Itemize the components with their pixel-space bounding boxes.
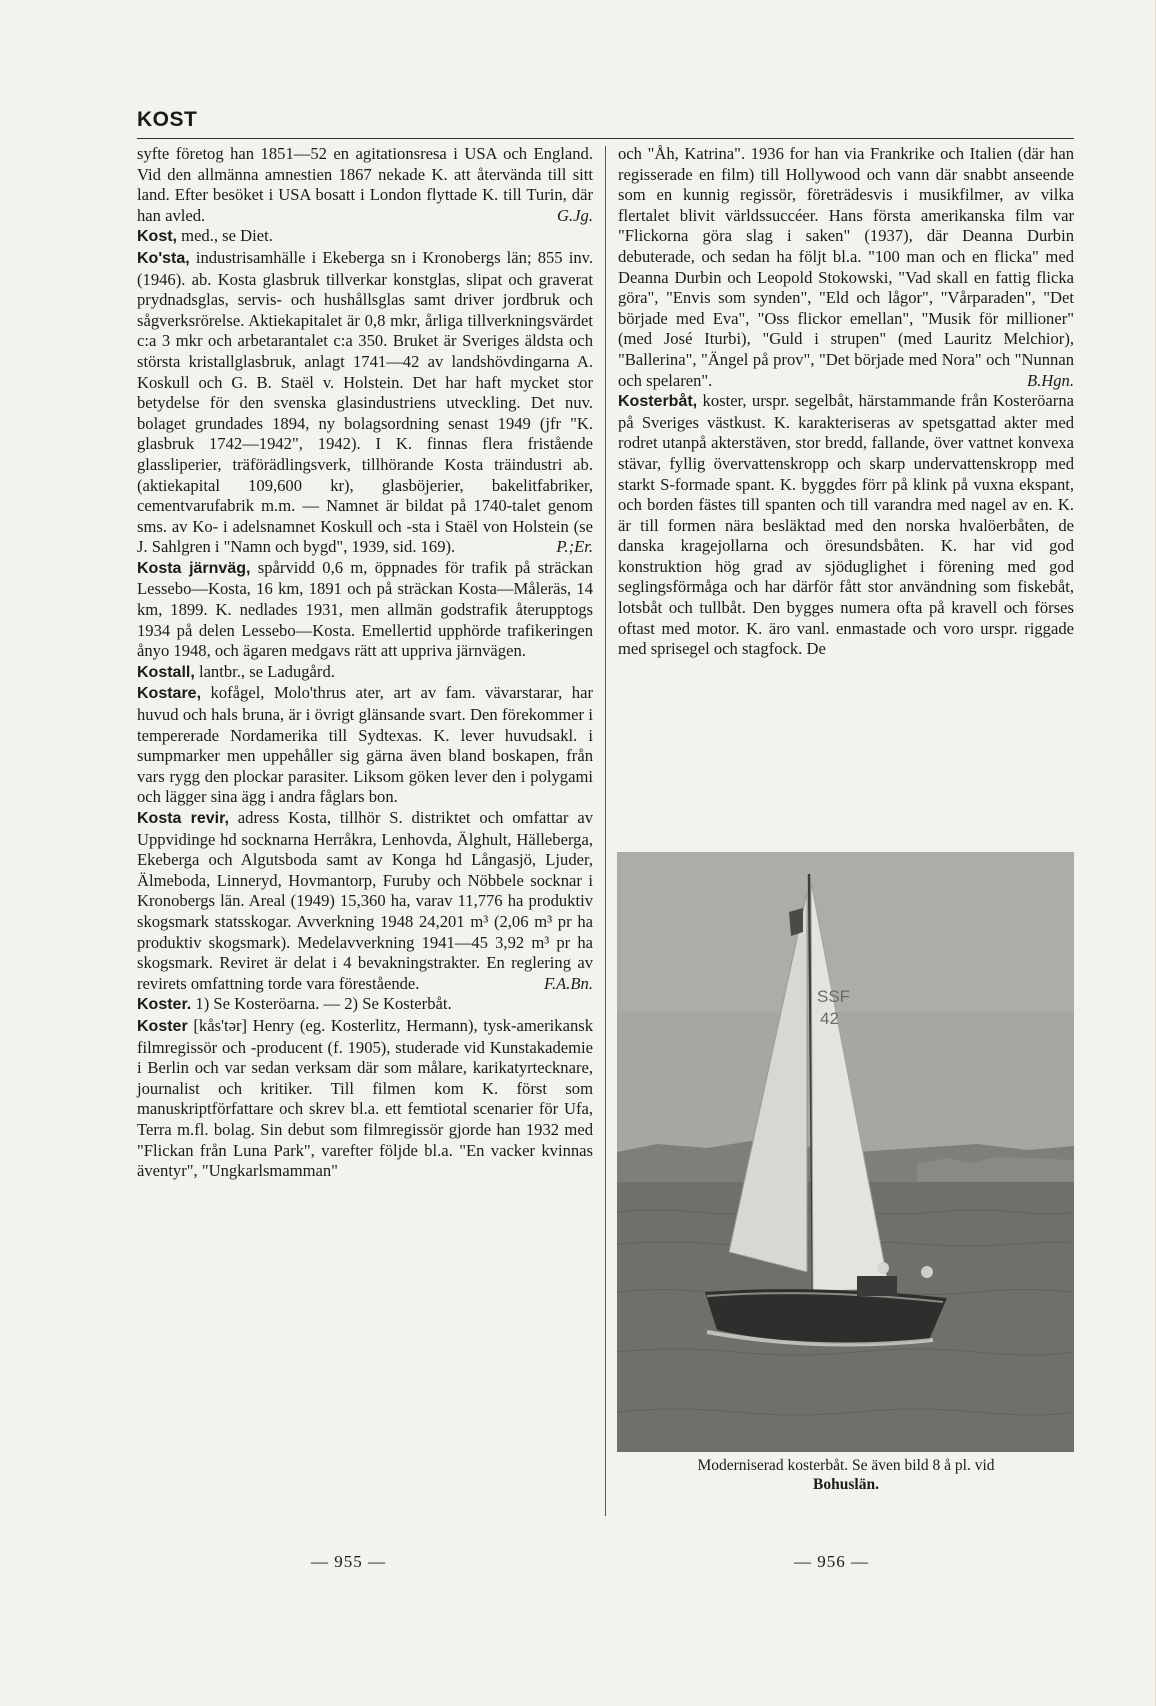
entry-text: kofågel, Molo'thrus ater, art av fam. vävarstarar, har huvud och hals bruna, är i övrigt glänsande svart. Den förekommer i tempererade Nordamerika till Sydtexas. K. lever huvudsakl. i sumpmarker men uppehåller sig gärna även bland boskapen, från vars rygg den plockar parasiter. Liksom göken lever den i polygami och lägger sina ägg i andra fåglars bon. [137, 683, 593, 807]
sailboat-illustration [617, 852, 1074, 1452]
entry-kosta [137, 248, 593, 558]
entry-headword: Kost, [137, 228, 177, 246]
entry-signature: G.Jg. [557, 205, 593, 225]
entry-kosta-revir [137, 808, 593, 994]
entry-headword: Kostare, [137, 685, 202, 703]
sail-number-2: 42 [820, 1009, 839, 1028]
entry-text: med., se Diet. [181, 226, 273, 246]
entry-text: och "Åh, Katrina". 1936 for han via Frankrike och Italien (där han regisserade en film) till Hollywood och vann där snabbt anseende som en kunnig regissör, företrädesvis i musikfilmer, av vilka flertalet blivit världssuccéer. Hans första amerikanska film var "Flickorna göra slag i saken" (1937), där Deanna Durbin debuterade, och sedan ha följt bl.a. "100 man och en flicka" med Deanna Durbin och Leopold Stokowski, "Vad skall en fattig flicka göra", "Envis som synden", "Eld och lågor", "Vårparaden", "Det började med Eva", "Oss flickor emellan", "Musik för millioner" (med José Iturbi), "Guld i strupen" (med Lauritz Melchior), "Ballerina", "Ängel på prov", "Det började med Nora" och "Nunnan och spelaren". [618, 144, 1074, 390]
entry-koster [137, 994, 593, 1016]
right-column [618, 144, 1074, 660]
header-rule [137, 138, 1074, 139]
entry-text: adress Kosta, tillhör S. distriktet och omfattar av Uppvidinge hd socknarna Herråkra, Lenhovda, Älghult, Hälleberga, Ekeberga och Algutsboda samt av Konga hd Långasjö, Ljuder, Älmeboda, Linneryd, Hovmantorp, Furuby och Nöbbele socknar i Kronobergs län. Areal (1949) 15,360 ha, varav 11,776 ha produktiv skogsmark statsskogar. Avverkning 1948 24,201 m³ (2,06 m³ pr ha produktiv skogsmark). Medelavverkning 1941—45 3,92 m³ pr ha skogsmark. Reviret är delat i 4 bevakningstrakter. En reglering av revirets omfattning torde vara förestående. [137, 808, 594, 993]
entry-kost [137, 226, 593, 248]
entry-headword: Kosta revir, [137, 810, 229, 827]
entry-text: lantbr., se Ladugård. [198, 661, 335, 681]
caption-bold: Bohuslän. [813, 1476, 879, 1493]
left-column [137, 144, 593, 1182]
entry-text: 1) Se Kosteröarna. — 2) Se Kosterbåt. [195, 994, 452, 1014]
entry-text: spårvidd 0,6 m, öppnades för trafik på sträckan Lessebo—Kosta, 16 km, 1891 och på sträckan Kosta—Måleräs, 14 km, 1899. K. nedlades 1931, men allmän godstrafik återupptogs 1934 på delen Lessebo—Kosta. Emellertid upphörde trafikeringen ånyo 1948, och ägaren medgavs rätt att uppriva järnvägen. [137, 557, 593, 661]
entry-kosterbat [618, 391, 1074, 660]
entry-kostall [137, 662, 593, 684]
entry-signature: F.A.Bn. [543, 973, 593, 993]
entry-continuation [137, 144, 593, 226]
running-head: KOST [137, 108, 198, 131]
entry-headword: Koster [137, 1017, 188, 1035]
caption-text: Moderniserad kosterbåt. Se även bild 8 å pl. vid [697, 1457, 995, 1474]
entry-text: syfte företog han 1851—52 en agitationsresa i USA och England. Vid den allmänna amnestien 1867 nekade K. att återvända till sitt land. Efter besöket i USA bosatt i London flyttade K. till Turin, där han avled. [137, 144, 593, 225]
entry-kostare [137, 683, 593, 808]
sail-number: SSF [817, 987, 851, 1006]
entry-headword: Kostall, [137, 663, 195, 681]
entry-koster-henry [137, 1016, 593, 1182]
distant-island [917, 1157, 1074, 1182]
entry-headword: Kosterbåt, [618, 393, 698, 411]
entry-continuation [618, 144, 1074, 391]
figure-caption [618, 1456, 1074, 1494]
crew-figure [877, 1262, 889, 1274]
entry-signature: B.Hgn. [1026, 370, 1074, 390]
crew-figure [921, 1266, 933, 1278]
column-divider [605, 146, 606, 1516]
pennant [789, 908, 803, 936]
entry-text: [kås'tər] Henry (eg. Kosterlitz, Hermann), tysk-amerikansk filmregissör och -producent (f. 1905), studerade vid Kunstakademie i Berlin och var sedan verksam där som målare, karikatyrtecknare, journalist och kritiker. Till filmen kom K. först som manuskriptförfattare och skrev bl.a. ett femtiotal scenarier för Ufa, Terra m.fl. bolag. Sin debut som filmregissör gjorde han 1932 med "Flickan från Luna Park", varefter följde bl.a. "En vacker kvinnas äventyr", "Ungkarlsmamman" [137, 1015, 593, 1181]
entry-headword: Koster. [137, 996, 192, 1014]
page-number-left: — 955 — [311, 1552, 386, 1571]
kosterbat-photo [617, 852, 1074, 1452]
entry-signature: P.;Er. [556, 537, 593, 557]
page-number-right: — 956 — [794, 1552, 869, 1571]
entry-headword: Kosta järnväg, [137, 559, 251, 577]
entry-headword: Ko'sta, [137, 249, 190, 267]
entry-text: industrisamhälle i Ekeberga sn i Kronobergs län; 855 inv. (1946). ab. Kosta glasbruk tillverkar konstglas, slipat och graverat prydnadsglas, servis- och hushållsglas samt driver jordbruk och sågverksrörelse. Aktiekapitalet är 0,8 mkr, årliga tillverkningsvärdet c:a 3 mkr och arbetarantalet c:a 350. Bruket är Sveriges äldsta och största kristallglasbruk, anlagt 1741—42 av landshövdingarna A. Koskull och G. B. Staël v. Holstein. Det har haft mycket stor betydelse för den svenska glasindustriens utveckling. Det nuv. bolaget grundades 1894, ny bolagsordning senast 1949 (jfr "K. glasbruk 1742—1942", 1942). I K. finnas flera fristående glassliperier, träförädlingsverk, tillhörande Kosta träindustri ab. (aktiekapital 109,600 kr), glasböjerier, bakelitfabriker, cementvarufabrik m.m. — Namnet är bildat på 1740-talet genom sms. av Ko- i adelsnamnet Koskull och -sta i Staël von Holstein (se J. Sahlgren i "Namn och bygd", 1939, sid. 169). [137, 247, 593, 557]
entry-kosta-jarnvag [137, 558, 593, 662]
entry-text: koster, urspr. segelbåt, härstammande från Kosteröarna på Sveriges västkust. K. karakteriseras av spetsgattad akter med rodret utanpå akterstäven, stor bredd, fallande, över vattnet konvexa stävar, fyllig övervattenskropp och skarp undervattenskropp med starkt S-formade spant. K. byggdes förr på klink på vuxna ekspant, och borden fästes till spanten och till varandra med nagel av en. K. är till formen nära besläktad med den norska hvalöerbåten, de danska kragejollarna och öresundsbåten. K. har vid god konstruktion hög grad av sjöduglighet i förening med god seglingsförmåga och har därför fått stor användning som fiskebåt, lotsbåt och tullbåt. Den bygges numera ofta på kravell och förses oftast med motor. K. äro vanl. enmastade och voro urspr. riggade med sprisegel och stagfock. De [618, 391, 1074, 659]
